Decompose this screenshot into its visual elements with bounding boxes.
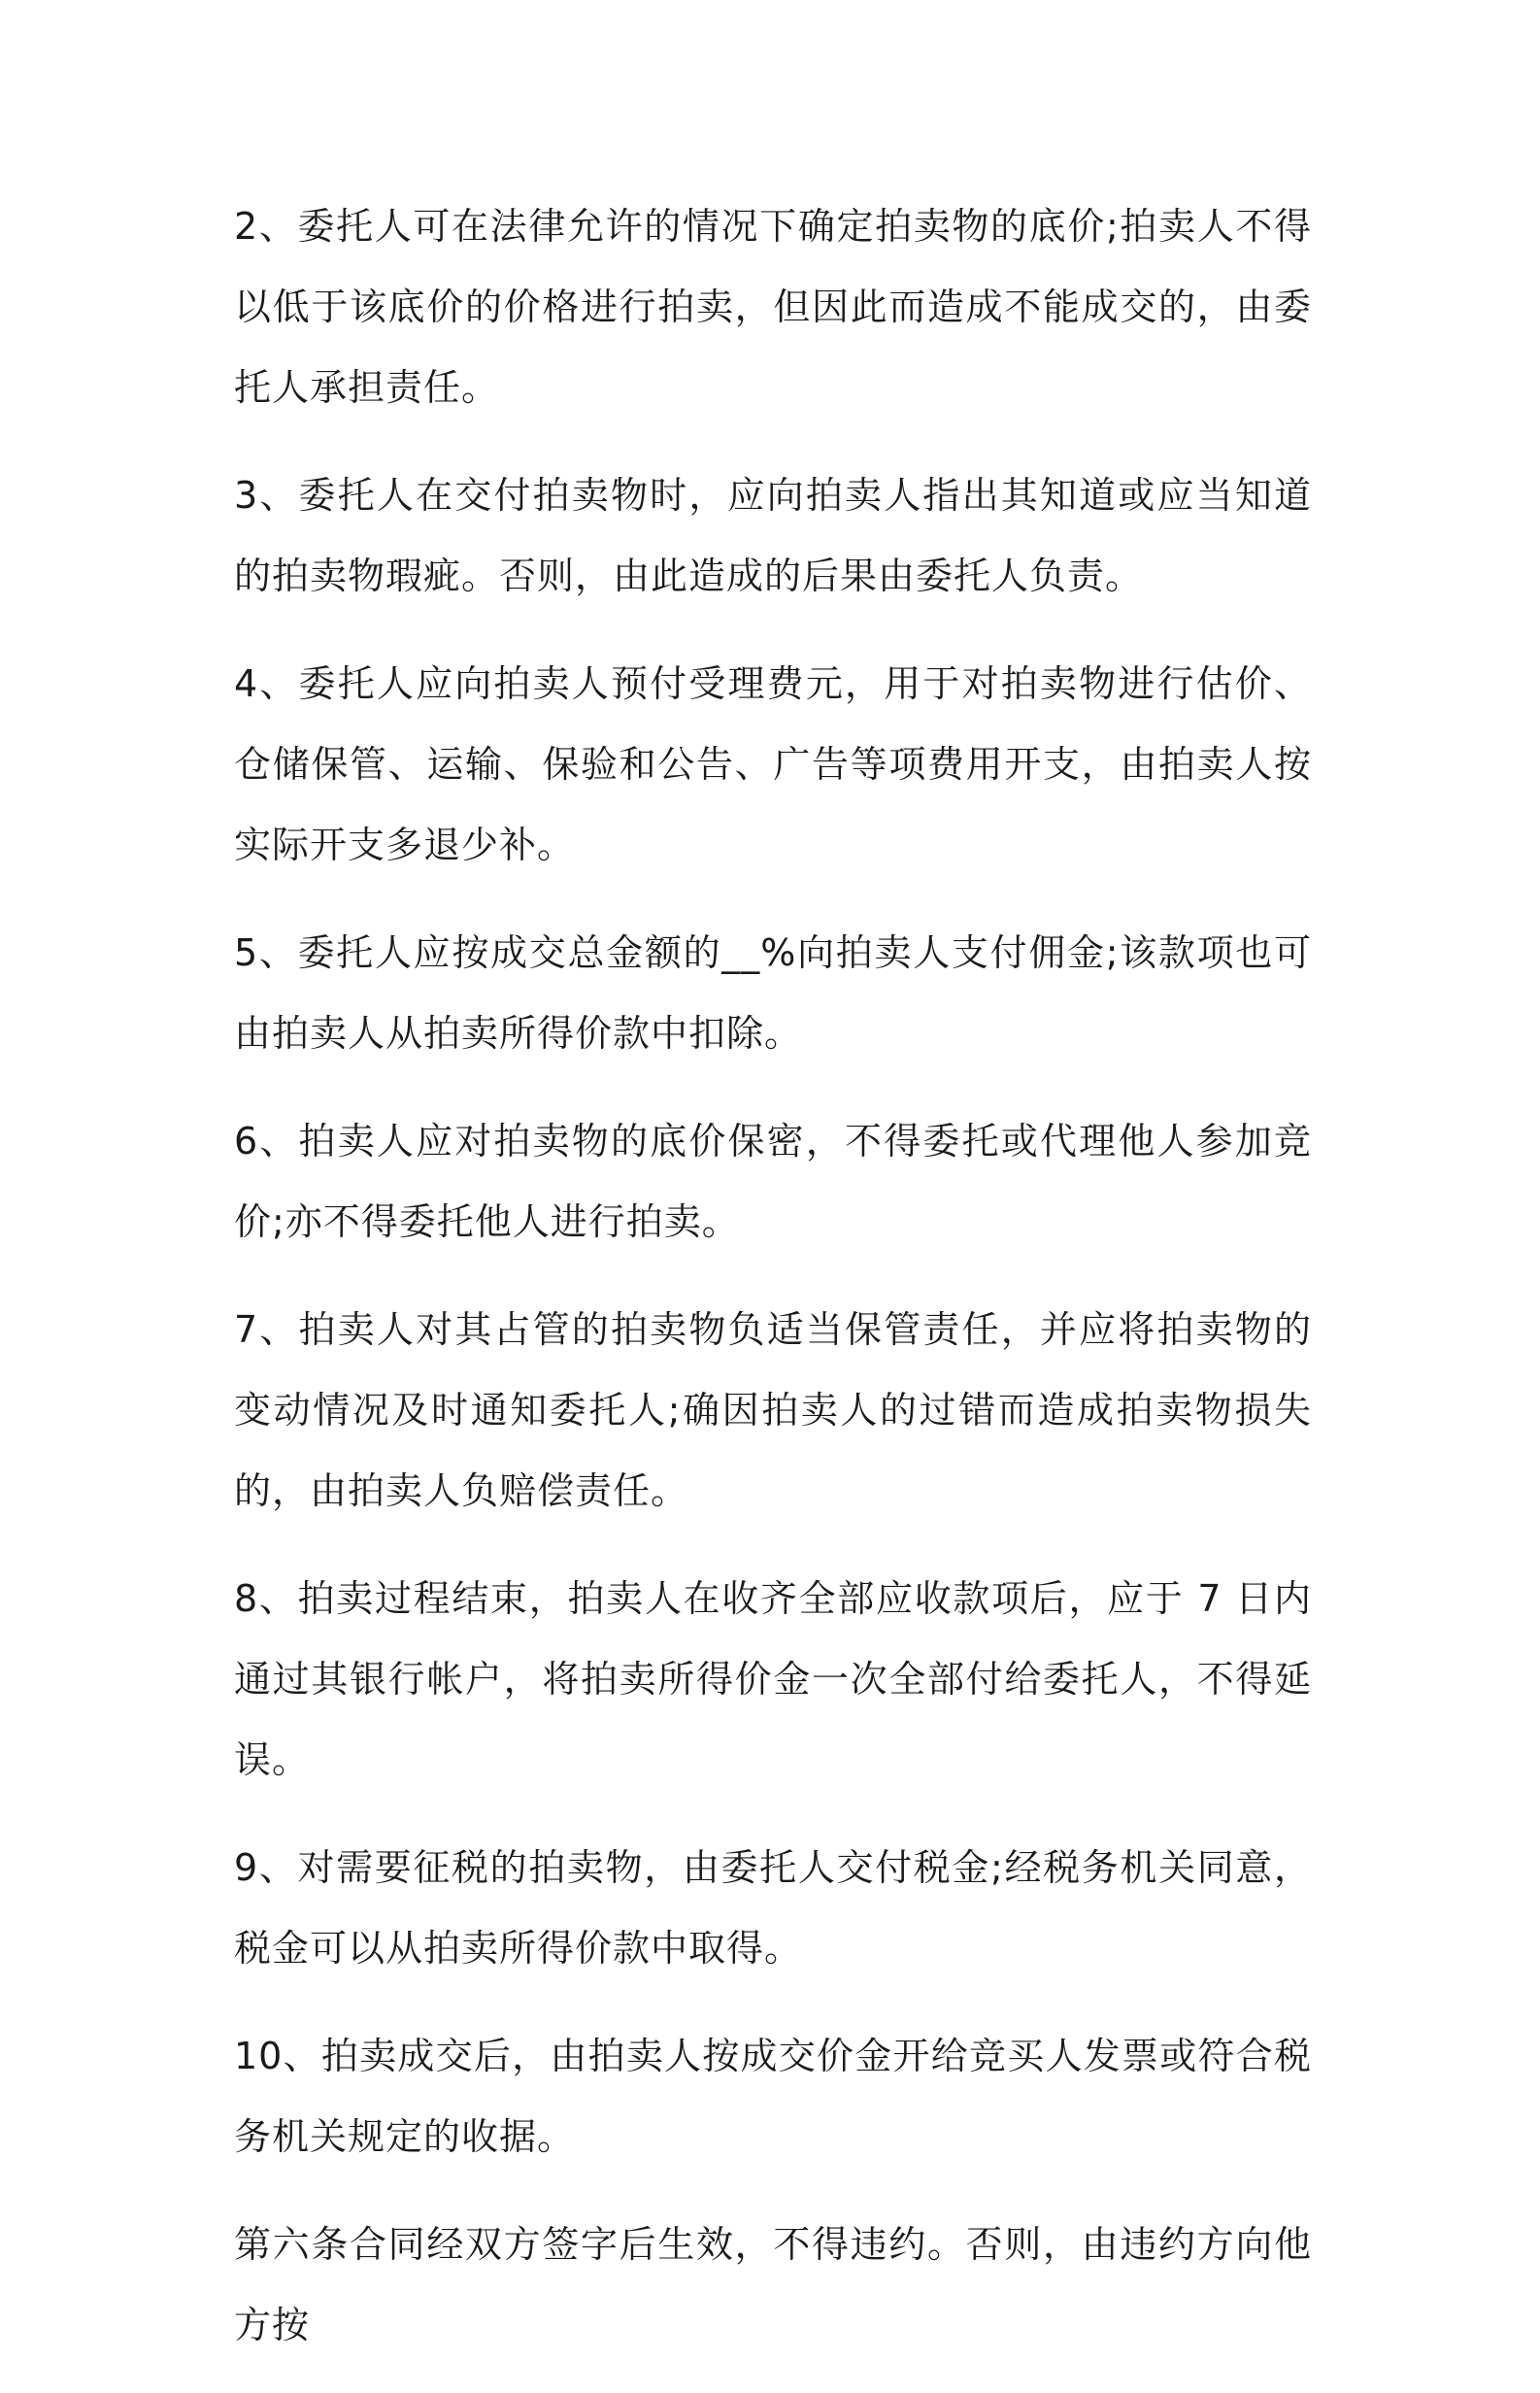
- paragraph-article-6: 第六条合同经双方签字后生效，不得违约。否则，由违约方向他方按: [234, 2223, 1312, 2346]
- paragraph-clause-5: 5、委托人应按成交总金额的__%向拍卖人支付佣金;该款项也可由拍卖人从拍卖所得价款中扣除。: [234, 931, 1312, 1055]
- paragraph-clause-10: 10、拍卖成交后，由拍卖人按成交价金开给竞买人发票或符合税务机关规定的收据。: [234, 2035, 1312, 2158]
- paragraph-clause-8: 8、拍卖过程结束，拍卖人在收齐全部应收款项后，应于 7 日内通过其银行帐户，将拍卖所得价金一次全部付给委托人，不得延误。: [234, 1577, 1312, 1781]
- paragraph-clause-9: 9、对需要征税的拍卖物，由委托人交付税金;经税务机关同意，税金可以从拍卖所得价款中取得。: [234, 1846, 1312, 1970]
- paragraph-clause-6: 6、拍卖人应对拍卖物的底价保密，不得委托或代理他人参加竞价;亦不得委托他人进行拍卖。: [234, 1120, 1312, 1243]
- paragraph-clause-3: 3、委托人在交付拍卖物时，应向拍卖人指出其知道或应当知道的拍卖物瑕疵。否则，由此造成的后果由委托人负责。: [234, 474, 1312, 597]
- paragraph-clause-2: 2、委托人可在法律允许的情况下确定拍卖物的底价;拍卖人不得以低于该底价的价格进行拍卖，但因此而造成不能成交的，由委托人承担责任。: [234, 205, 1312, 409]
- paragraph-clause-7: 7、拍卖人对其占管的拍卖物负适当保管责任，并应将拍卖物的变动情况及时通知委托人;确因拍卖人的过错而造成拍卖物损失的，由拍卖人负赔偿责任。: [234, 1308, 1312, 1512]
- paragraph-clause-4: 4、委托人应向拍卖人预付受理费元，用于对拍卖物进行估价、仓储保管、运输、保验和公告、广告等项费用开支，由拍卖人按实际开支多退少补。: [234, 662, 1312, 866]
- document-body: [234, 186, 1312, 2393]
